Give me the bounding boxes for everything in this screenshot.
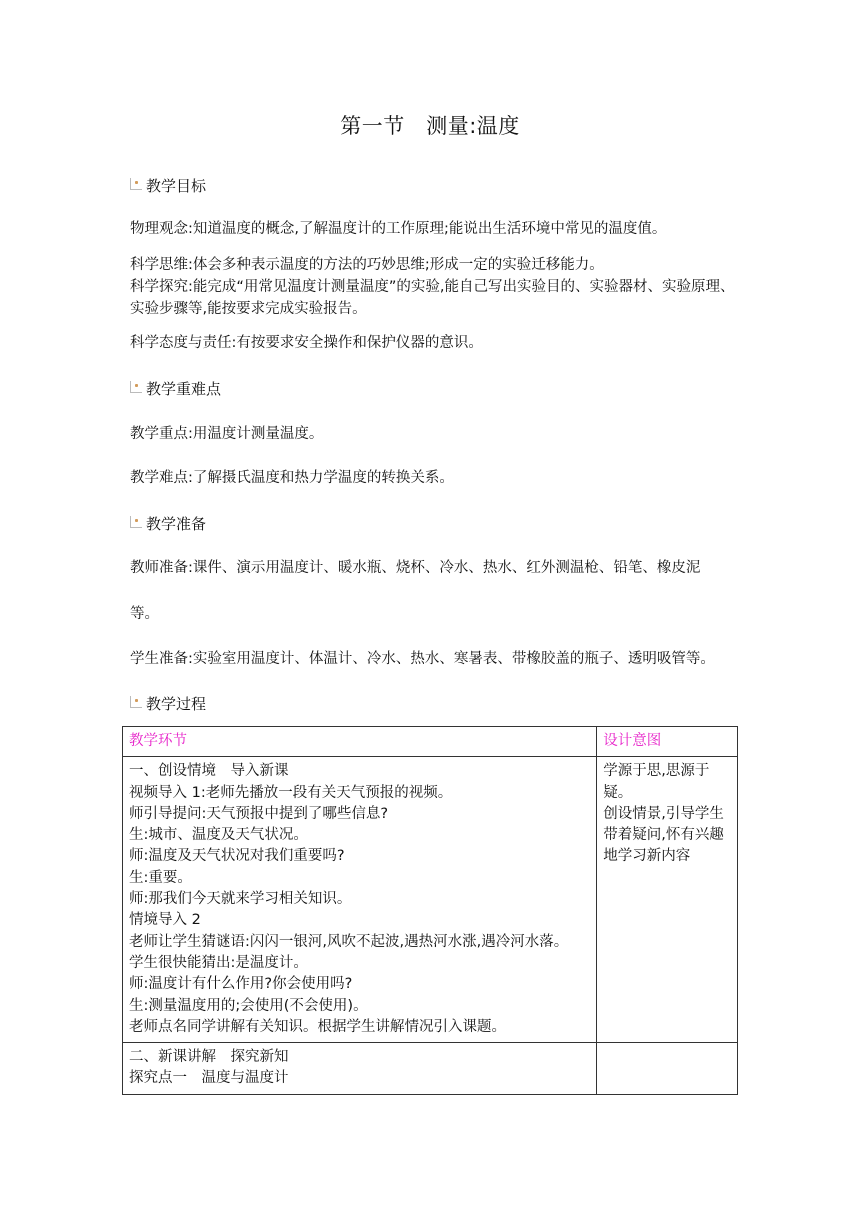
image-placeholder-icon — [130, 696, 142, 708]
process-line: 视频导入 1:老师先播放一段有关天气预报的视频。 — [129, 784, 453, 801]
image-placeholder-icon — [130, 516, 142, 528]
process-line: 老师点名同学讲解有关知识。根据学生讲解情况引入课题。 — [129, 1018, 506, 1035]
teacher-preparation-cont: 等。 — [130, 606, 159, 622]
image-placeholder-icon — [130, 178, 142, 190]
process-line: 师:那我们今天就来学习相关知识。 — [129, 891, 352, 908]
process-line: 生:测量温度用的;会使用(不会使用)。 — [129, 997, 368, 1014]
process-cell — [123, 1043, 597, 1095]
section-heading-process — [130, 693, 206, 714]
process-line: 老师让学生猜谜语:闪闪一银河,风吹不起波,遇热河水涨,遇冷河水落。 — [129, 933, 569, 950]
teacher-preparation: 教师准备:课件、演示用温度计、暖水瓶、烧杯、冷水、热水、红外测温枪、铅笔、橡皮泥 — [130, 560, 701, 576]
page-title: 第一节 测量:温度 — [340, 114, 520, 138]
process-line: 师:温度计有什么作用?你会使用吗? — [129, 976, 353, 993]
process-line: 二、新课讲解 探究新知 — [129, 1049, 289, 1066]
design-line: 学源于思,思源于疑。 — [603, 763, 710, 801]
design-line: 创设情景,引导学生 — [603, 805, 724, 822]
teaching-process-table — [122, 726, 738, 1095]
section-heading-label: 教学过程 — [146, 695, 207, 713]
section-heading-key-points — [130, 378, 221, 399]
image-placeholder-icon — [130, 381, 142, 393]
design-line: 地学习新内容 — [603, 848, 691, 865]
header-teaching-stage: 教学环节 — [123, 727, 597, 757]
process-line: 生:城市、温度及天气状况。 — [129, 827, 308, 844]
process-line: 探究点一 温度与温度计 — [129, 1070, 289, 1087]
section-heading-label: 教学目标 — [146, 177, 207, 195]
section-heading-objectives — [130, 175, 206, 196]
design-cell — [597, 757, 738, 1043]
objective-thinking: 科学思维:体会多种表示温度的方法的巧妙思维;形成一定的实验迁移能力。 — [130, 257, 604, 273]
process-line: 一、创设情境 导入新课 — [129, 763, 289, 780]
process-line: 师:温度及天气状况对我们重要吗? — [129, 848, 345, 865]
process-line: 学生很快能猜出:是温度计。 — [129, 954, 308, 971]
process-line: 情境导入 2 — [129, 912, 201, 929]
objective-attitude: 科学态度与责任:有按要求安全操作和保护仪器的意识。 — [130, 335, 483, 351]
section-heading-label: 教学准备 — [146, 515, 207, 533]
section-heading-preparation — [130, 513, 206, 534]
header-design-intent: 设计意图 — [597, 727, 738, 757]
table-header-row — [123, 727, 738, 757]
objective-inquiry: 科学探究:能完成“用常见温度计测量温度”的实验,能自己写出实验目的、实验器材、实验原理、实验步骤等,能按要求完成实验报告。 — [130, 279, 735, 317]
table-row — [123, 1043, 738, 1095]
key-point-difficulty: 教学难点:了解摄氏温度和热力学温度的转换关系。 — [130, 470, 454, 486]
key-point-focus: 教学重点:用温度计测量温度。 — [130, 426, 324, 442]
process-cell — [123, 757, 597, 1043]
design-line: 带着疑问,怀有兴趣 — [603, 827, 724, 844]
process-line: 师引导提问:天气预报中提到了哪些信息? — [129, 805, 389, 822]
process-line: 生:重要。 — [129, 869, 192, 886]
table-row — [123, 757, 738, 1043]
objective-physics: 物理观念:知道温度的概念,了解温度计的工作原理;能说出生活环境中常见的温度值。 — [130, 221, 667, 237]
student-preparation: 学生准备:实验室用温度计、体温计、冷水、热水、寒暑表、带橡胶盖的瓶子、透明吸管等。 — [130, 651, 715, 667]
design-cell — [597, 1043, 738, 1095]
section-heading-label: 教学重难点 — [146, 380, 222, 398]
